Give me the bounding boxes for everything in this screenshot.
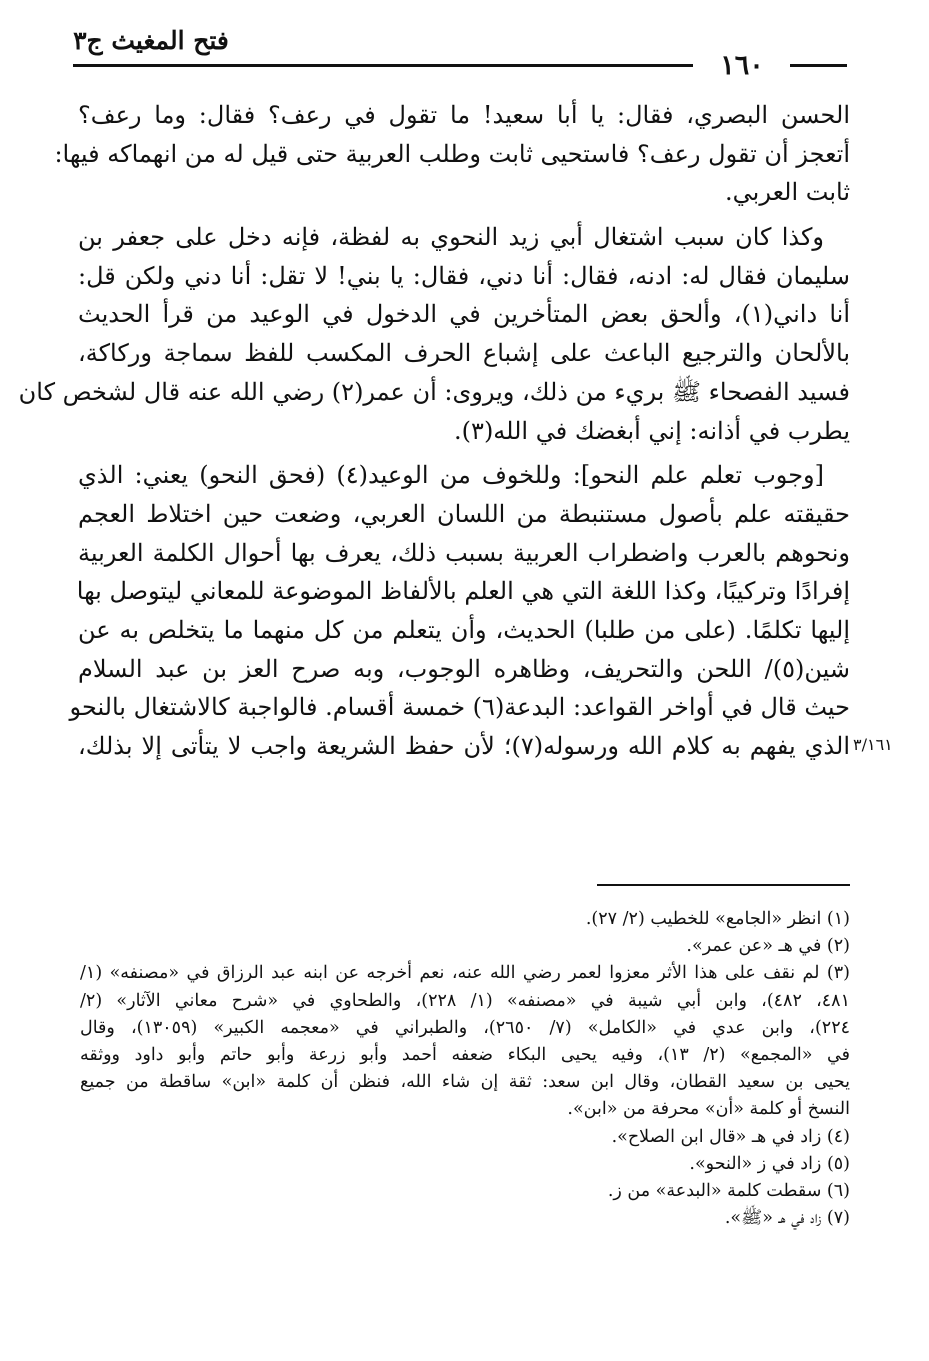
footnote-line: ٤٨١، ٤٨٢)، وابن أبي شيبة في «مصنفه» (١/ ٢٢٨)، والطحاوي في «شرح معاني الآثار» (٢/ [80,990,850,1011]
body-line: الذي يفهم به كلام الله ورسوله(٧)؛ لأن حفظ الشريعة واجب لا يتأتى إلا بذلك، [78,732,850,760]
footnote-line: (٢) في هـ «عن عمر». [686,936,850,957]
body-line: الحسن البصري، فقال: يا أبا سعيد! ما تقول في رعف؟ فقال: وما رعف؟ [78,101,850,129]
footnote-line: في «المجمع» (٢/ ١٣)، وفيه يحيى البكاء ضعفه أحمد وأبو زرعة وأبو حاتم وأبو داود ووثقه [80,1044,850,1065]
footnote-line: (٤) زاد في هـ «قال ابن الصلاح». [611,1126,850,1147]
body-line: أنا داني(١)، وألحق بعض المتأخرين في الدخول في الوعيد من قرأ الحديث [78,300,850,329]
running-header-title: فتح المغيث ج٣ [73,26,229,55]
body-line: إليها تكلمًا. (على من طلبا) الحديث، وأن يتعلم من كل منهما ما يتخلص به عن [78,615,850,644]
body-line: ونحوهم بالعرب واضطراب العربية بسبب ذلك، يعرف بها أحوال الكلمة العربية [78,538,850,567]
footnote-line: يحيى بن سعيد القطان، وقال ابن سعد: ثقة إن شاء الله، فنظن أن كلمة «ابن» ساقطة من جميع [80,1072,850,1093]
footnotes [80,906,850,1232]
body-line: شين(٥)/ اللحن والتحريف، وظاهره الوجوب، وبه صرح العز بن عبد السلام [78,654,850,683]
main-text [18,96,850,766]
footnote-line: (٧) زاد في هـ «ﷺ». [724,1208,850,1229]
body-line: حيث قال في أواخر القواعد: البدعة(٦) خمسة أقسام. فالواجبة كالاشتغال بالنحو [69,693,850,722]
body-line: حقيقته علم بأصول مستنبطة من اللسان العربي، وضعت حين اختلاط العجم [78,499,850,528]
footnote-line: النسخ أو كلمة «أن» محرفة من «ابن». [567,1099,850,1120]
body-line: يطرب في أذانه: إني أبغضك في الله(٣). [454,416,850,445]
footnote-line: (١) انظر «الجامع» للخطيب (٢/ ٢٧). [585,909,850,929]
footnote-line: (٥) زاد في ز «النحو». [689,1153,850,1174]
body-line: سليمان فقال له: ادنه، فقال: أنا دني، فقال: يا بني! لا تقل: أنا دني ولكن قل: [78,261,850,290]
body-line: فسيد الفصحاء ﷺ بريء من ذلك، ويروى: أن عمر(٢) رضي الله عنه قال لشخص كان [18,377,850,406]
body-line: إفرادًا وتركيبًا، وكذا اللغة التي هي العلم بالألفاظ الموضوعة للمعاني ليتوصل بها [76,577,850,606]
header-rule-left [73,64,693,67]
header-rule-right [790,64,847,67]
page-number: ١٦٠ [720,50,764,81]
body-line: بالألحان والترجيع الباعث على إشباع الحرف المكسب للفظ سماجة وركاكة، [78,339,850,368]
footnote-separator [597,884,850,886]
body-line: ثابت العربي. [725,178,850,207]
body-line: وكذا كان سبب اشتغال أبي زيد النحوي به لفظة، فإنه دخل على جعفر بن [78,223,824,252]
footnote-line: (٣) لم نقف على هذا الأثر معزوا لعمر رضي الله عنه، نعم أخرجه عن ابنه عبد الرزاق في «مصنفه» (١/ [80,963,850,984]
footnote-line: ٢٢٤)، وابن عدي في «الكامل» (٧/ ٢٦٥٠)، والطبراني في «معجمه الكبير» (١٣٠٥٩)، وقال [80,1017,850,1038]
body-line: أتعجز أن تقول رعف؟ فاستحيى ثابت وطلب العربية حتى قيل له من انهماكه فيها: [54,139,850,168]
margin-page-reference: ٣/١٦١ [853,735,893,754]
section-heading-line: [وجوب تعلم علم النحو]: وللخوف من الوعيد(٤) (فحق النحو) يعني: الذي [78,461,824,490]
footnote-line: (٦) سقطت كلمة «البدعة» من ز. [607,1180,850,1201]
